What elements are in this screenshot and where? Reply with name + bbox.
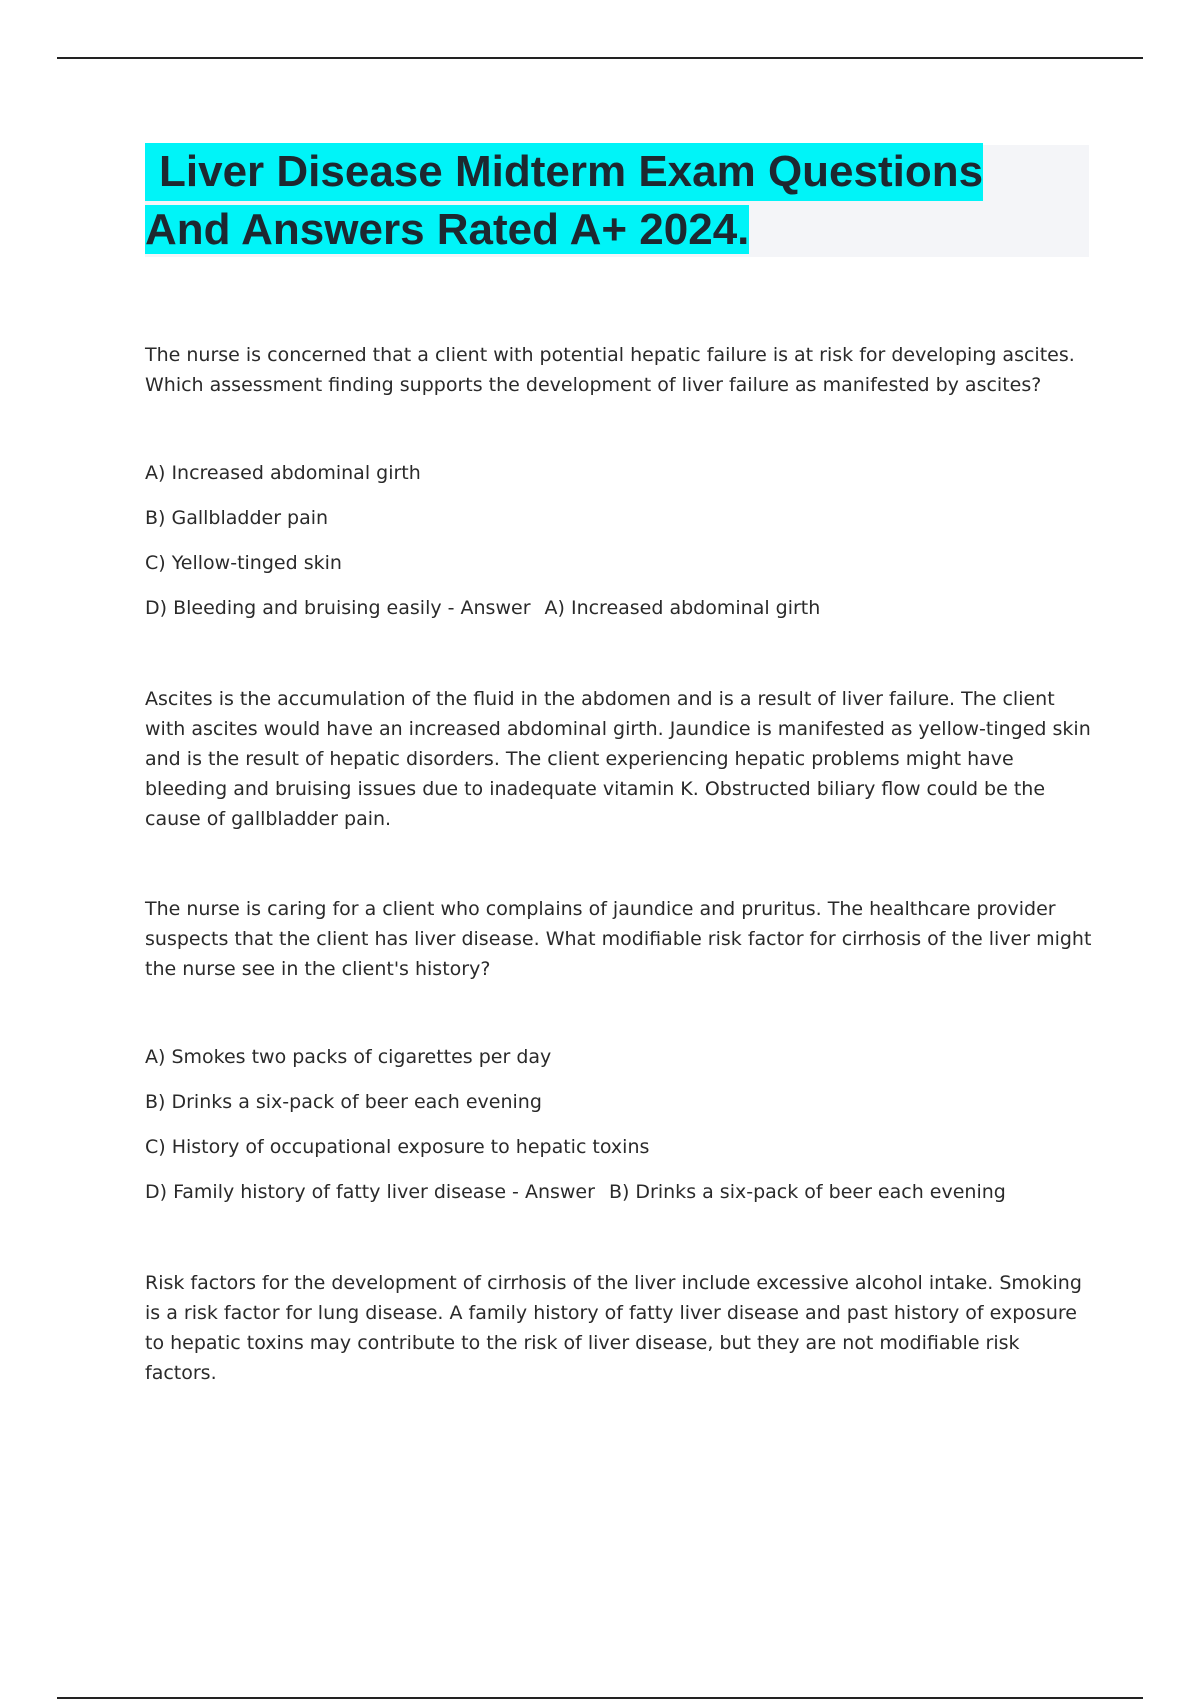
bottom-rule — [57, 1697, 1143, 1699]
option-c: C) History of occupational exposure to hepatic toxins — [145, 1136, 650, 1158]
answer: B) Drinks a six-pack of beer each evening — [608, 1181, 1006, 1203]
title-line-1: Liver Disease Midterm Exam Questions — [145, 143, 983, 201]
option-c: C) Yellow-tinged skin — [145, 552, 342, 574]
answer: A) Increased abdominal girth — [544, 597, 821, 619]
top-rule — [57, 57, 1143, 59]
option-d: D) Family history of fatty liver disease - Answer — [145, 1181, 595, 1203]
option-b: B) Gallbladder pain — [145, 507, 329, 529]
option-a: A) Increased abdominal girth — [145, 462, 421, 484]
question-stem: The nurse is concerned that a client with potential hepatic failure is at risk for developing ascites. Which assessment finding supports the development of liver failure as manifested by ascites? — [145, 344, 1075, 396]
document-body — [145, 340, 1095, 1388]
title-line-2: And Answers Rated A+ 2024. — [145, 205, 750, 254]
rationale: Risk factors for the development of cirrhosis of the liver include excessive alcohol intake. Smoking is a risk factor for lung disease. A family history of fatty liver disease and past history of exposure to hepatic toxins may contribute to the risk of liver disease, but they are not modifiable risk factors. — [145, 1272, 1082, 1384]
option-d-with-answer — [145, 593, 1095, 623]
page-title — [145, 143, 1089, 259]
option-a: A) Smokes two packs of cigarettes per day — [145, 1046, 552, 1068]
option-b: B) Drinks a six-pack of beer each evening — [145, 1091, 542, 1113]
rationale: Ascites is the accumulation of the fluid in the abdomen and is a result of liver failure. The client with ascites would have an increased abdominal girth. Jaundice is manifested as yellow-tinged skin and is the result of hepatic disorders. The client experiencing hepatic problems might have bleeding and bruising issues due to inadequate vitamin K. Obstructed biliary flow could be the cause of gallbladder pain. — [145, 688, 1091, 830]
option-d-with-answer — [145, 1177, 1095, 1207]
option-d: D) Bleeding and bruising easily - Answer — [145, 597, 531, 619]
question-stem: The nurse is caring for a client who complains of jaundice and pruritus. The healthcare provider suspects that the client has liver disease. What modifiable risk factor for cirrhosis of the liver might the nurse see in the client's history? — [145, 898, 1092, 980]
